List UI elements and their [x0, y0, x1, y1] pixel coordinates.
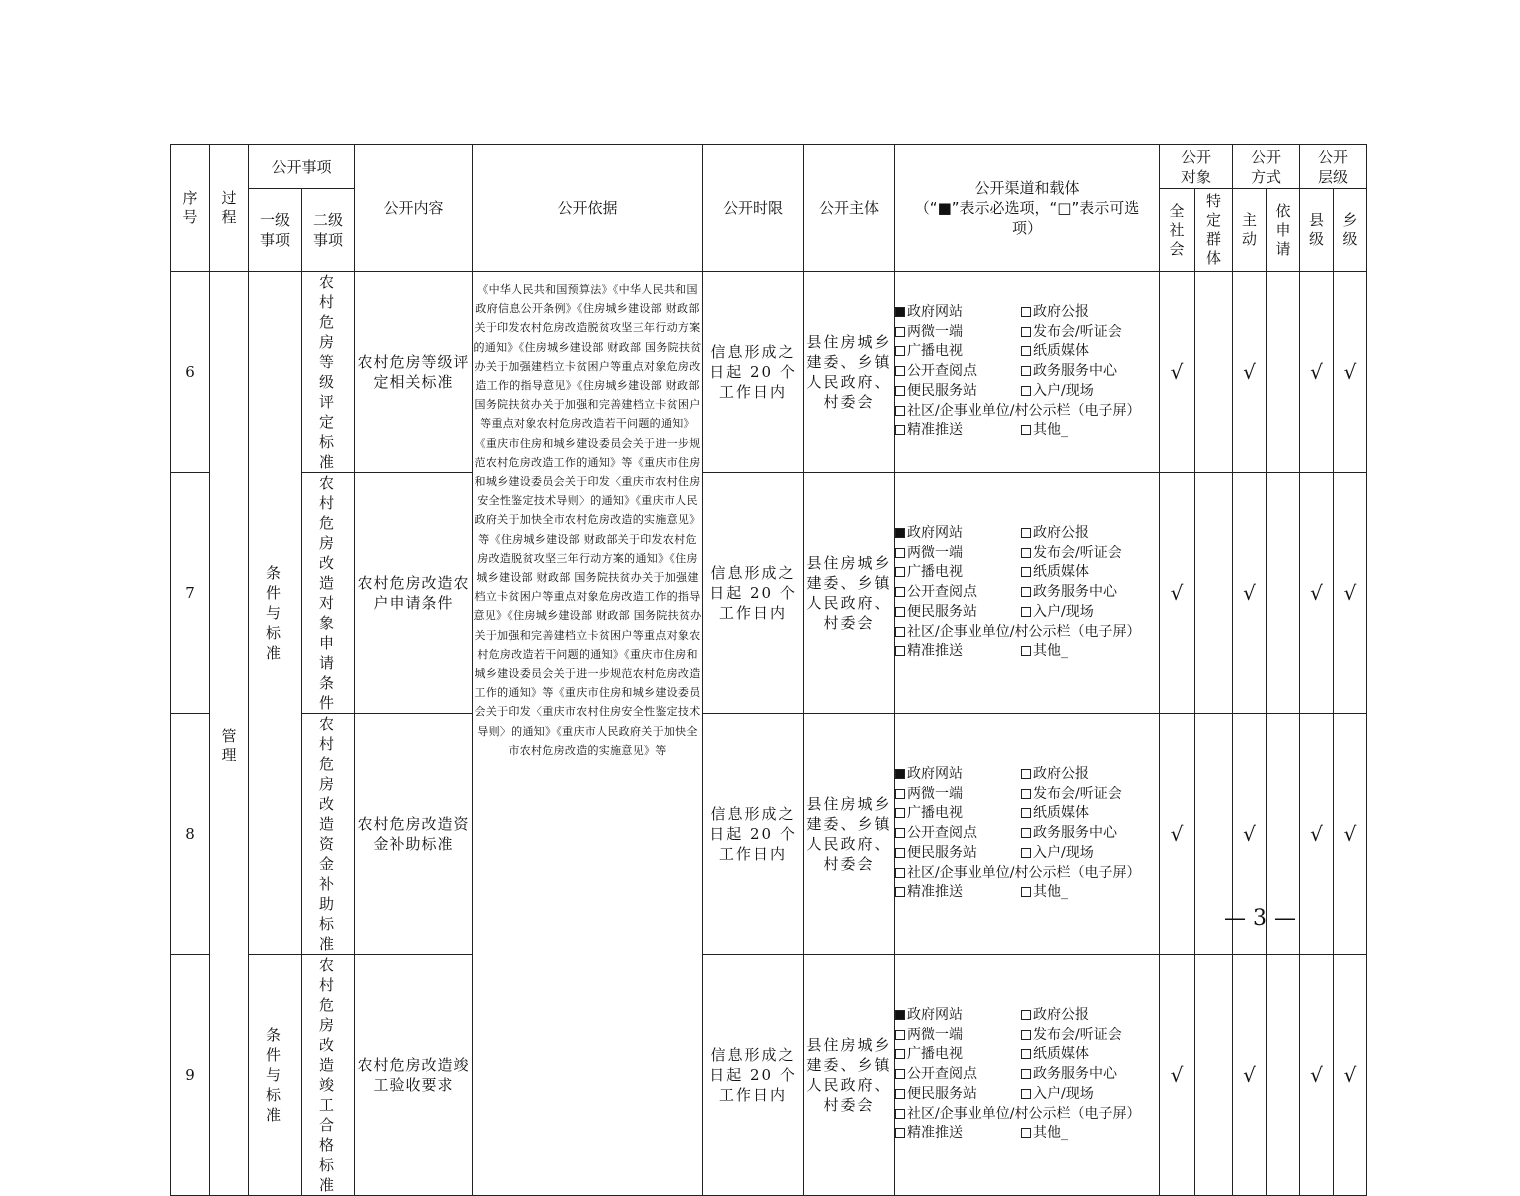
channel-option	[895, 1085, 1021, 1105]
header-method: 公开方式	[1233, 145, 1300, 189]
channel-option	[895, 362, 1021, 382]
channel-option	[1021, 342, 1147, 362]
header-method-active: 主动	[1233, 189, 1267, 272]
channel-label: 政府网站	[907, 524, 964, 541]
channel-label: 社区/企事业单位/村公示栏（电子屏）	[907, 402, 1141, 419]
subject-cell: 县住房城乡建委、乡镇人民政府、村委会	[804, 272, 895, 473]
channel-cell	[895, 714, 1160, 955]
level2-cell: 农村危房等级评定标准	[302, 272, 355, 473]
target-all-cell	[1160, 955, 1195, 1196]
channel-option	[1021, 583, 1147, 603]
content-cell: 农村危房改造资金补助标准	[355, 714, 473, 955]
header-basis: 公开依据	[473, 145, 703, 272]
channel-label: 社区/企事业单位/村公示栏（电子屏）	[907, 623, 1141, 640]
channel-option	[895, 1045, 1021, 1065]
header-seq: 序号	[171, 145, 210, 272]
header-level2: 二级事项	[302, 189, 355, 272]
basis-cell	[473, 272, 703, 1196]
channel-label: 便民服务站	[907, 1085, 978, 1102]
channel-label: 政府公报	[1033, 303, 1090, 320]
channel-label: 政府网站	[907, 303, 964, 320]
method-active-cell	[1233, 473, 1267, 714]
optional-box-icon	[895, 1030, 905, 1040]
method-active-cell	[1233, 272, 1267, 473]
required-box-icon	[895, 528, 905, 538]
header-target: 公开对象	[1160, 145, 1233, 189]
check-mark-icon: √	[1343, 581, 1357, 605]
optional-box-icon	[895, 327, 905, 337]
channel-option	[895, 883, 1021, 903]
optional-box-icon	[1021, 887, 1031, 897]
optional-box-icon	[1021, 769, 1031, 779]
time-cell: 信息形成之日起 20 个工作日内	[703, 473, 804, 714]
basis-text: 《中华人民共和国预算法》《中华人民共和国政府信息公开条例》《住房城乡建设部 财政部关于印发农村危房改造脱贫攻坚三年行动方案的通知》《住房城乡建设部 财政部 国务院扶贫办关于加强建档立卡贫困户等重点对象危房改造工作的指导意见》《住房城乡建设部 财政部 国务院扶贫办关于加强和完善建档立卡贫困户等重点对象农村危房改造若干问题的通知》《重庆市住房和城乡建设委员会关于进一步规范农村危房改造工作的通知》等《重庆市住房和城乡建设委员会关于印发〈重庆市农村住房安全性鉴定技术导则〉的通知》《重庆市人民政府关于加快全市农村危房改造的实施意见》等《住房城乡建设部 财政部关于印发农村危房改造脱贫攻坚三年行动方案的通知》《住房城乡建设部 财政部 国务院扶贫办关于加强建档立卡贫困户等重点对象危房改造工作的指导意见》《住房城乡建设部 财政部 国务院扶贫办关于加强和完善建档立卡贫困户等重点对象农村危房改造若干问题的通知》《重庆市住房和城乡建设委员会关于进一步规范农村危房改造工作的通知》等《重庆市住房和城乡建设委员会关于印发〈重庆市农村住房安全性鉴定技术导则〉的通知》《重庆市人民政府关于加快全市农村危房改造的实施意见》等	[473, 283, 702, 757]
header-time: 公开时限	[703, 145, 804, 272]
channel-option	[895, 785, 1021, 805]
channel-label: 发布会/听证会	[1033, 323, 1122, 340]
check-mark-icon: √	[1343, 1063, 1357, 1087]
channel-cell	[895, 272, 1160, 473]
channel-label: 政府公报	[1033, 765, 1090, 782]
channel-label: 公开查阅点	[907, 363, 978, 380]
optional-box-icon	[895, 346, 905, 356]
header-subject: 公开主体	[804, 145, 895, 272]
header-level-town: 乡级	[1334, 189, 1367, 272]
channel-option	[1021, 1045, 1147, 1065]
optional-box-icon	[895, 406, 905, 416]
subject-cell: 县住房城乡建委、乡镇人民政府、村委会	[804, 955, 895, 1196]
channel-label: 政务服务中心	[1033, 584, 1118, 601]
channel-option	[1021, 824, 1147, 844]
channel-option	[1021, 362, 1147, 382]
channel-option	[1021, 785, 1147, 805]
channel-label: 两微一端	[907, 544, 964, 561]
channel-label: 两微一端	[907, 785, 964, 802]
target-all-cell	[1160, 714, 1195, 955]
optional-box-icon	[1021, 346, 1031, 356]
channel-option	[895, 864, 1147, 884]
optional-box-icon	[1021, 528, 1031, 538]
optional-box-icon	[1021, 789, 1031, 799]
table-row	[171, 955, 1367, 1196]
channel-label: 其他_	[1033, 884, 1069, 901]
channel-label: 公开查阅点	[907, 1066, 978, 1083]
content-cell: 农村危房改造农户申请条件	[355, 473, 473, 714]
channel-label: 其他_	[1033, 422, 1069, 439]
target-all-cell	[1160, 473, 1195, 714]
optional-box-icon	[895, 828, 905, 838]
channel-option	[895, 1006, 1021, 1026]
channel-label: 便民服务站	[907, 603, 978, 620]
optional-box-icon	[1021, 646, 1031, 656]
channel-list	[895, 765, 1159, 904]
optional-box-icon	[1021, 1010, 1031, 1020]
page-number: — 3 —	[1224, 906, 1296, 931]
channel-label: 公开查阅点	[907, 825, 978, 842]
check-mark-icon: √	[1310, 822, 1323, 846]
header-level1: 一级事项	[249, 189, 302, 272]
check-mark-icon: √	[1310, 581, 1323, 605]
channel-label: 广播电视	[907, 805, 964, 822]
level1-cell: 条件与标准	[249, 955, 302, 1196]
method-apply-cell	[1267, 955, 1300, 1196]
header-target-all: 全社会	[1160, 189, 1195, 272]
optional-box-icon	[1021, 366, 1031, 376]
optional-box-icon	[895, 1089, 905, 1099]
channel-label: 社区/企事业单位/村公示栏（电子屏）	[907, 864, 1141, 881]
channel-label: 政府公报	[1033, 1006, 1090, 1023]
time-cell: 信息形成之日起 20 个工作日内	[703, 714, 804, 955]
optional-box-icon	[895, 425, 905, 435]
optional-box-icon	[1021, 425, 1031, 435]
header-level-county: 县级	[1300, 189, 1334, 272]
optional-box-icon	[1021, 1030, 1031, 1040]
subject-cell: 县住房城乡建委、乡镇人民政府、村委会	[804, 714, 895, 955]
channel-label: 政务服务中心	[1033, 825, 1118, 842]
channel-option	[1021, 1026, 1147, 1046]
optional-box-icon	[895, 887, 905, 897]
channel-option	[895, 804, 1021, 824]
optional-box-icon	[1021, 828, 1031, 838]
channel-label: 其他_	[1033, 1125, 1069, 1142]
channel-list	[895, 524, 1159, 663]
optional-box-icon	[895, 567, 905, 577]
header-target-group: 特定群体	[1195, 189, 1233, 272]
channel-label: 纸质媒体	[1033, 564, 1090, 581]
channel-option	[895, 421, 1021, 441]
level-town-cell	[1334, 714, 1367, 955]
header-level: 公开层级	[1300, 145, 1367, 189]
header-process: 过程	[210, 145, 249, 272]
target-group-cell	[1195, 473, 1233, 714]
channel-label: 精准推送	[907, 884, 964, 901]
row-seq: 6	[171, 272, 210, 473]
table-row	[171, 473, 1367, 714]
optional-box-icon	[895, 548, 905, 558]
optional-box-icon	[1021, 327, 1031, 337]
optional-box-icon	[895, 607, 905, 617]
time-cell: 信息形成之日起 20 个工作日内	[703, 272, 804, 473]
header-content: 公开内容	[355, 145, 473, 272]
channel-option	[1021, 323, 1147, 343]
level-county-cell	[1300, 955, 1334, 1196]
channel-label: 其他_	[1033, 643, 1069, 660]
channel-label: 纸质媒体	[1033, 343, 1090, 360]
channel-list	[895, 303, 1159, 442]
optional-box-icon	[895, 808, 905, 818]
level-county-cell	[1300, 272, 1334, 473]
method-apply-cell	[1267, 272, 1300, 473]
channel-option	[895, 563, 1021, 583]
optional-box-icon	[895, 789, 905, 799]
channel-option	[1021, 603, 1147, 623]
optional-box-icon	[895, 627, 905, 637]
header-items: 公开事项	[249, 145, 355, 189]
level-town-cell	[1334, 473, 1367, 714]
channel-option	[895, 583, 1021, 603]
channel-option	[895, 642, 1021, 662]
channel-label: 广播电视	[907, 343, 964, 360]
channel-option	[895, 824, 1021, 844]
row-seq: 8	[171, 714, 210, 955]
channel-label: 精准推送	[907, 422, 964, 439]
channel-option	[1021, 303, 1147, 323]
channel-label: 广播电视	[907, 564, 964, 581]
channel-option	[1021, 382, 1147, 402]
optional-box-icon	[1021, 386, 1031, 396]
optional-box-icon	[1021, 1049, 1031, 1059]
channel-cell	[895, 955, 1160, 1196]
level2-cell: 农村危房改造竣工合格标准	[302, 955, 355, 1196]
channel-label: 广播电视	[907, 1046, 964, 1063]
optional-box-icon	[895, 1109, 905, 1119]
optional-box-icon	[1021, 307, 1031, 317]
channel-label: 精准推送	[907, 1125, 964, 1142]
channel-option	[1021, 563, 1147, 583]
header-channel	[895, 145, 1160, 272]
channel-option	[1021, 844, 1147, 864]
channel-label: 政务服务中心	[1033, 1066, 1118, 1083]
check-mark-icon: √	[1170, 822, 1184, 846]
channel-label: 入户/现场	[1033, 603, 1094, 620]
level1-cell: 条件与标准	[249, 272, 302, 955]
channel-option	[895, 382, 1021, 402]
level-county-cell	[1300, 473, 1334, 714]
row-seq: 9	[171, 955, 210, 1196]
optional-box-icon	[1021, 607, 1031, 617]
target-group-cell	[1195, 955, 1233, 1196]
required-box-icon	[895, 307, 905, 317]
channel-option	[1021, 1085, 1147, 1105]
channel-label: 便民服务站	[907, 844, 978, 861]
channel-option	[895, 1026, 1021, 1046]
channel-option	[895, 765, 1021, 785]
channel-option	[895, 1105, 1147, 1125]
level2-cell: 农村危房改造对象申请条件	[302, 473, 355, 714]
channel-option	[1021, 1124, 1147, 1144]
content-cell: 农村危房改造竣工验收要求	[355, 955, 473, 1196]
channel-option	[1021, 1006, 1147, 1026]
channel-label: 两微一端	[907, 1026, 964, 1043]
channel-label: 发布会/听证会	[1033, 785, 1122, 802]
channel-cell	[895, 473, 1160, 714]
optional-box-icon	[1021, 1128, 1031, 1138]
channel-option	[1021, 1065, 1147, 1085]
channel-label: 政务服务中心	[1033, 363, 1118, 380]
optional-box-icon	[1021, 1089, 1031, 1099]
target-group-cell	[1195, 272, 1233, 473]
channel-label: 入户/现场	[1033, 844, 1094, 861]
check-mark-icon: √	[1243, 360, 1256, 384]
channel-option	[895, 544, 1021, 564]
check-mark-icon: √	[1170, 581, 1184, 605]
channel-label: 入户/现场	[1033, 1085, 1094, 1102]
optional-box-icon	[895, 646, 905, 656]
content-cell: 农村危房等级评定相关标准	[355, 272, 473, 473]
header-channel-title: 公开渠道和载体	[974, 179, 1080, 197]
channel-option	[1021, 544, 1147, 564]
channel-option	[1021, 804, 1147, 824]
subject-cell: 县住房城乡建委、乡镇人民政府、村委会	[804, 473, 895, 714]
optional-box-icon	[895, 1049, 905, 1059]
channel-option	[1021, 883, 1147, 903]
channel-list	[895, 1006, 1159, 1145]
channel-label: 纸质媒体	[1033, 1046, 1090, 1063]
channel-option	[1021, 642, 1147, 662]
optional-box-icon	[895, 587, 905, 597]
optional-box-icon	[1021, 587, 1031, 597]
channel-label: 政府公报	[1033, 524, 1090, 541]
channel-label: 纸质媒体	[1033, 805, 1090, 822]
header-channel-note: （“■”表示必选项，“□”表示可选项）	[914, 199, 1140, 237]
disclosure-table	[170, 144, 1367, 1196]
optional-box-icon	[1021, 848, 1031, 858]
channel-option	[1021, 524, 1147, 544]
method-active-cell	[1233, 955, 1267, 1196]
check-mark-icon: √	[1343, 360, 1357, 384]
channel-label: 政府网站	[907, 1006, 964, 1023]
check-mark-icon: √	[1343, 822, 1357, 846]
time-cell: 信息形成之日起 20 个工作日内	[703, 955, 804, 1196]
check-mark-icon: √	[1170, 1063, 1184, 1087]
table-row	[171, 714, 1367, 955]
channel-label: 入户/现场	[1033, 382, 1094, 399]
channel-label: 发布会/听证会	[1033, 544, 1122, 561]
check-mark-icon: √	[1170, 360, 1184, 384]
channel-option	[895, 402, 1147, 422]
table-row	[171, 272, 1367, 473]
header-method-apply: 依申请	[1267, 189, 1300, 272]
channel-option	[895, 323, 1021, 343]
channel-label: 精准推送	[907, 643, 964, 660]
check-mark-icon: √	[1243, 581, 1256, 605]
channel-label: 社区/企事业单位/村公示栏（电子屏）	[907, 1105, 1141, 1122]
channel-option	[895, 1124, 1021, 1144]
optional-box-icon	[895, 1069, 905, 1079]
channel-option	[895, 844, 1021, 864]
check-mark-icon: √	[1310, 1063, 1323, 1087]
channel-option	[895, 342, 1021, 362]
channel-label: 政府网站	[907, 765, 964, 782]
channel-option	[895, 603, 1021, 623]
channel-label: 发布会/听证会	[1033, 1026, 1122, 1043]
optional-box-icon	[1021, 567, 1031, 577]
channel-label: 两微一端	[907, 323, 964, 340]
channel-option	[1021, 765, 1147, 785]
optional-box-icon	[895, 868, 905, 878]
channel-option	[1021, 421, 1147, 441]
channel-label: 便民服务站	[907, 382, 978, 399]
level-town-cell	[1334, 955, 1367, 1196]
row-seq: 7	[171, 473, 210, 714]
channel-label: 公开查阅点	[907, 584, 978, 601]
channel-option	[895, 303, 1021, 323]
process-cell: 管理	[210, 272, 249, 1196]
optional-box-icon	[895, 1128, 905, 1138]
optional-box-icon	[1021, 548, 1031, 558]
optional-box-icon	[895, 386, 905, 396]
check-mark-icon: √	[1310, 360, 1323, 384]
channel-option	[895, 524, 1021, 544]
level-town-cell	[1334, 272, 1367, 473]
method-apply-cell	[1267, 473, 1300, 714]
channel-option	[895, 623, 1147, 643]
check-mark-icon: √	[1243, 822, 1256, 846]
required-box-icon	[895, 769, 905, 779]
optional-box-icon	[895, 848, 905, 858]
optional-box-icon	[1021, 1069, 1031, 1079]
channel-option	[895, 1065, 1021, 1085]
level2-cell: 农村危房改造资金补助标准	[302, 714, 355, 955]
check-mark-icon: √	[1243, 1063, 1256, 1087]
target-all-cell	[1160, 272, 1195, 473]
required-box-icon	[895, 1010, 905, 1020]
optional-box-icon	[1021, 808, 1031, 818]
optional-box-icon	[895, 366, 905, 376]
